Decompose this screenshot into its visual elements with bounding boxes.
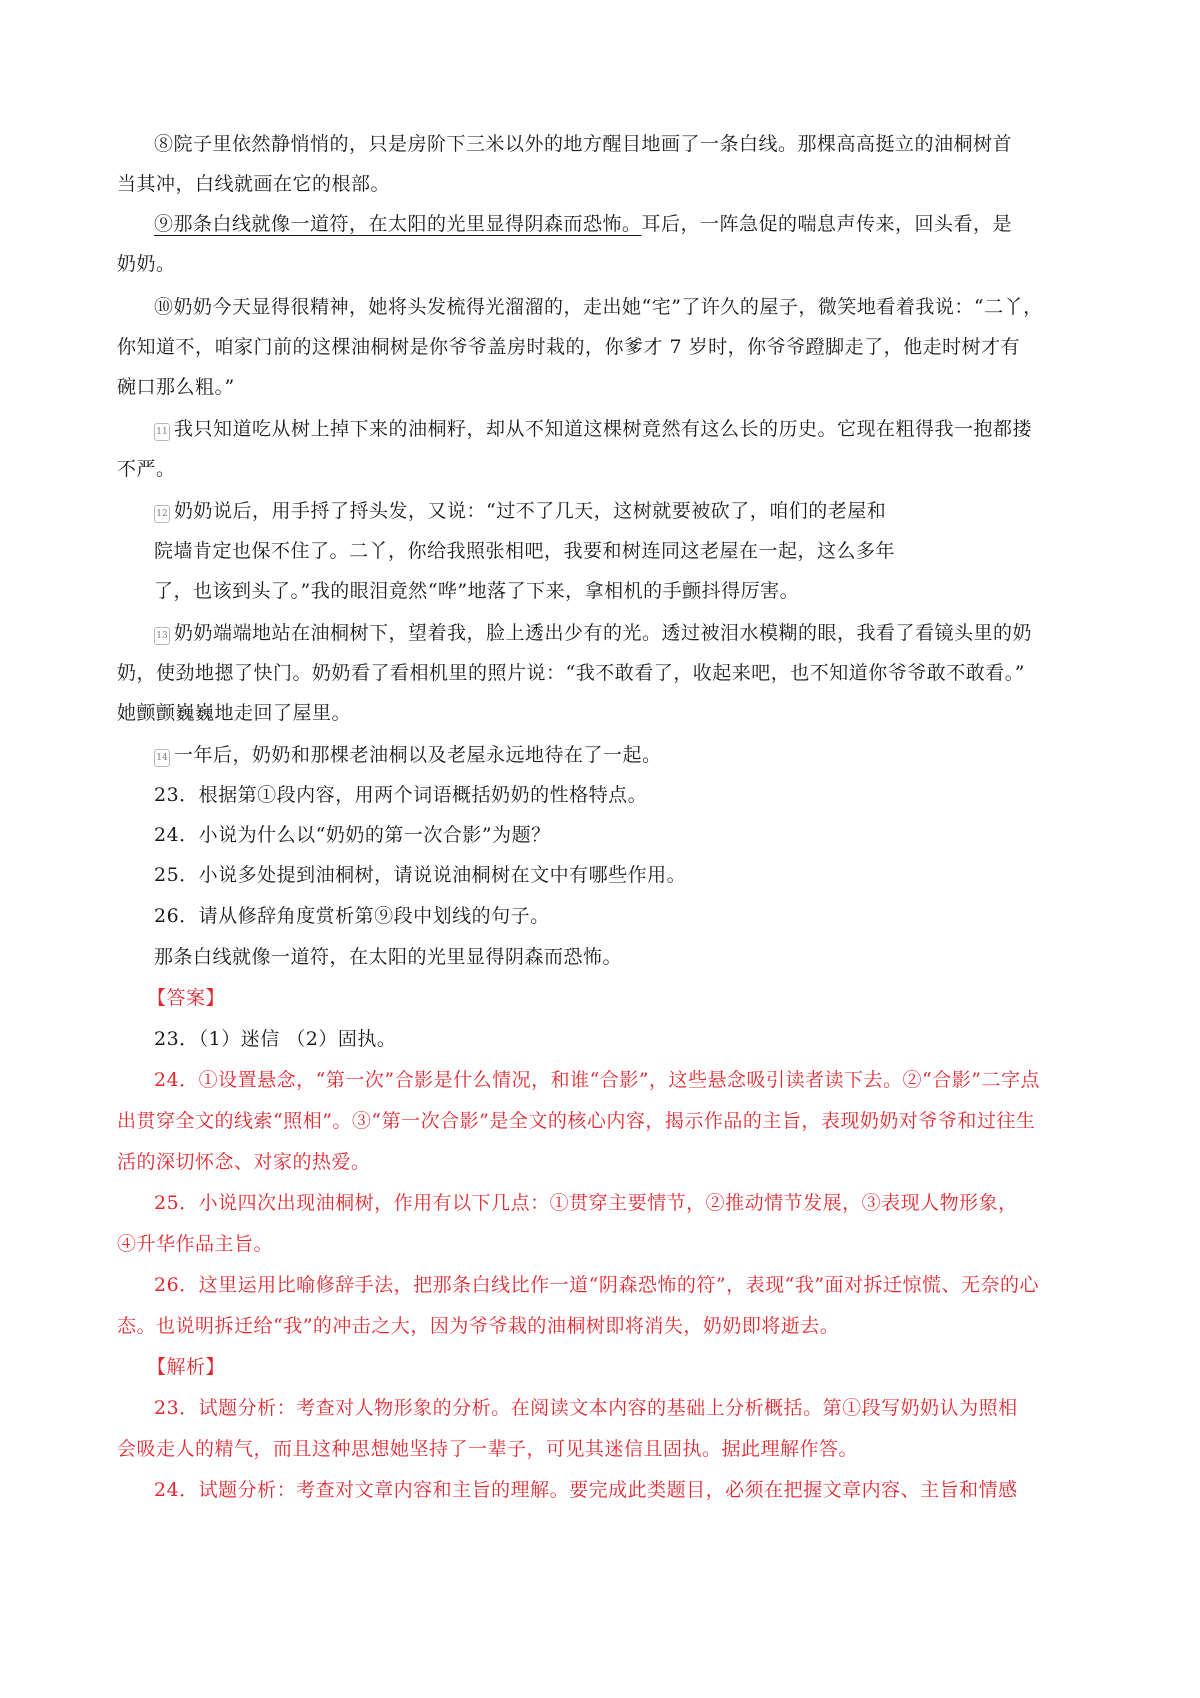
answer-25-line-2: ④升华作品主旨。 <box>117 1233 274 1255</box>
answer-26-line-2: 态。也说明拆迁给“我”的冲击之大，因为爷爷栽的油桐树即将消失，奶奶即将逝去。 <box>117 1315 840 1337</box>
question-24: 24．小说为什么以“奶奶的第一次合影”为题？ <box>154 824 551 846</box>
paragraph-11-text: 我只知道吃从树上掉下来的油桐籽，却从不知道这棵树竟然有这么长的历史。它现在粗得我一抱都搂 <box>174 418 1033 440</box>
paragraph-11-line-1 <box>154 416 1032 442</box>
answer-24-line-3: 活的深切怀念、对家的热爱。 <box>117 1151 371 1173</box>
paragraph-8-line-1: ⑧院子里依然静悄悄的，只是房阶下三米以外的地方醒目地画了一条白线。那棵高高挺立的油桐树首 <box>154 133 1013 155</box>
paragraph-13-text: 奶奶端端地站在油桐树下，望着我，脸上透出少有的光。透过被泪水模糊的眼，我看了看镜头里的奶 <box>174 622 1033 644</box>
paragraph-11-line-2: 不严。 <box>117 458 176 480</box>
analysis-24-line-1: 24．试题分析：考查对文章内容和主旨的理解。要完成此类题目，必须在把握文章内容、主旨和情感 <box>154 1479 1018 1501</box>
paragraph-9-rest: 耳后，一阵急促的喘息声传来，回头看，是 <box>641 213 1013 235</box>
answer-24-line-2: 出贯穿全文的线索“照相”。③“第一次合影”是全文的核心内容，揭示作品的主旨，表现奶奶对爷爷和过往生 <box>117 1110 1036 1132</box>
paragraph-10-line-3: 碗口那么粗。” <box>117 376 235 398</box>
paragraph-9-line-2: 奶奶。 <box>117 253 176 275</box>
answer-26-line-1: 26．这里运用比喻修辞手法，把那条白线比作一道“阴森恐怖的符”，表现“我”面对拆迁惊慌、无奈的心 <box>154 1274 1040 1296</box>
question-23: 23．根据第①段内容，用两个词语概括奶奶的性格特点。 <box>154 784 648 806</box>
paragraph-10-line-1: ⑩奶奶今天显得很精神，她将头发梳得光溜溜的，走出她“宅”了许久的屋子，微笑地看着我说：“二丫， <box>154 296 1043 318</box>
answer-heading: 【答案】 <box>147 987 226 1009</box>
paragraph-12-text: 奶奶说后，用手捋了捋头发，又说：“过不了几天，这树就要被砍了，咱们的老屋和 <box>174 500 887 522</box>
analysis-23-line-2: 会吸走人的精气，而且这种思想她坚持了一辈子，可见其迷信且固执。据此理解作答。 <box>117 1438 859 1460</box>
answer-23: 23．（1）迷信 （2）固执。 <box>154 1028 397 1050</box>
paragraph-13-line-3: 她颤颤巍巍地走回了屋里。 <box>117 702 352 724</box>
paragraph-number-14: 14 <box>154 749 170 767</box>
paragraph-number-13: 13 <box>154 627 170 645</box>
paragraph-10-line-2: 你知道不，咱家门前的这棵油桐树是你爷爷盖房时栽的，你爹才 7 岁时，你爷爷蹬脚走了，他走时树才有 <box>117 336 1021 358</box>
underlined-sentence: ⑨那条白线就像一道符，在太阳的光里显得阴森而恐怖。 <box>154 213 642 235</box>
paragraph-8-line-2: 当其冲，白线就画在它的根部。 <box>117 173 391 195</box>
paragraph-12-line-2: 院墙肯定也保不住了。二丫，你给我照张相吧，我要和树连同这老屋在一起，这么多年 <box>154 540 896 562</box>
question-26-sentence: 那条白线就像一道符，在太阳的光里显得阴森而恐怖。 <box>154 946 623 968</box>
paragraph-number-12: 12 <box>154 505 170 523</box>
question-26: 26．请从修辞角度赏析第⑨段中划线的句子。 <box>154 905 550 927</box>
paragraph-12-line-1 <box>154 498 886 524</box>
answer-24-line-1: 24．①设置悬念，“第一次”合影是什么情况，和谁“合影”，这些悬念吸引读者读下去。②“合影”二字点 <box>154 1069 1040 1091</box>
paragraph-number-11: 11 <box>154 423 170 441</box>
paragraph-14-line-1 <box>154 742 662 768</box>
paragraph-14-text: 一年后，奶奶和那棵老油桐以及老屋永远地待在了一起。 <box>174 744 662 766</box>
analysis-23-line-1: 23．试题分析：考查对人物形象的分析。在阅读文本内容的基础上分析概括。第①段写奶奶认为照相 <box>154 1397 1018 1419</box>
analysis-heading: 【解析】 <box>147 1356 226 1378</box>
paragraph-13-line-2: 奶，使劲地摁了快门。奶奶看了看相机里的照片说：“我不敢看了，收起来吧，也不知道你爷爷敢不敢看。” <box>117 662 1025 684</box>
paragraph-12-line-3: 了，也该到头了。”我的眼泪竟然“哗”地落了下来，拿相机的手颤抖得厉害。 <box>154 580 800 602</box>
answer-25-line-1: 25．小说四次出现油桐树，作用有以下几点：①贯穿主要情节，②推动情节发展，③表现人物形象， <box>154 1192 1018 1214</box>
question-25: 25．小说多处提到油桐树，请说说油桐树在文中有哪些作用。 <box>154 864 687 886</box>
paragraph-9-line-1 <box>154 211 1012 237</box>
paragraph-13-line-1 <box>154 620 1032 646</box>
